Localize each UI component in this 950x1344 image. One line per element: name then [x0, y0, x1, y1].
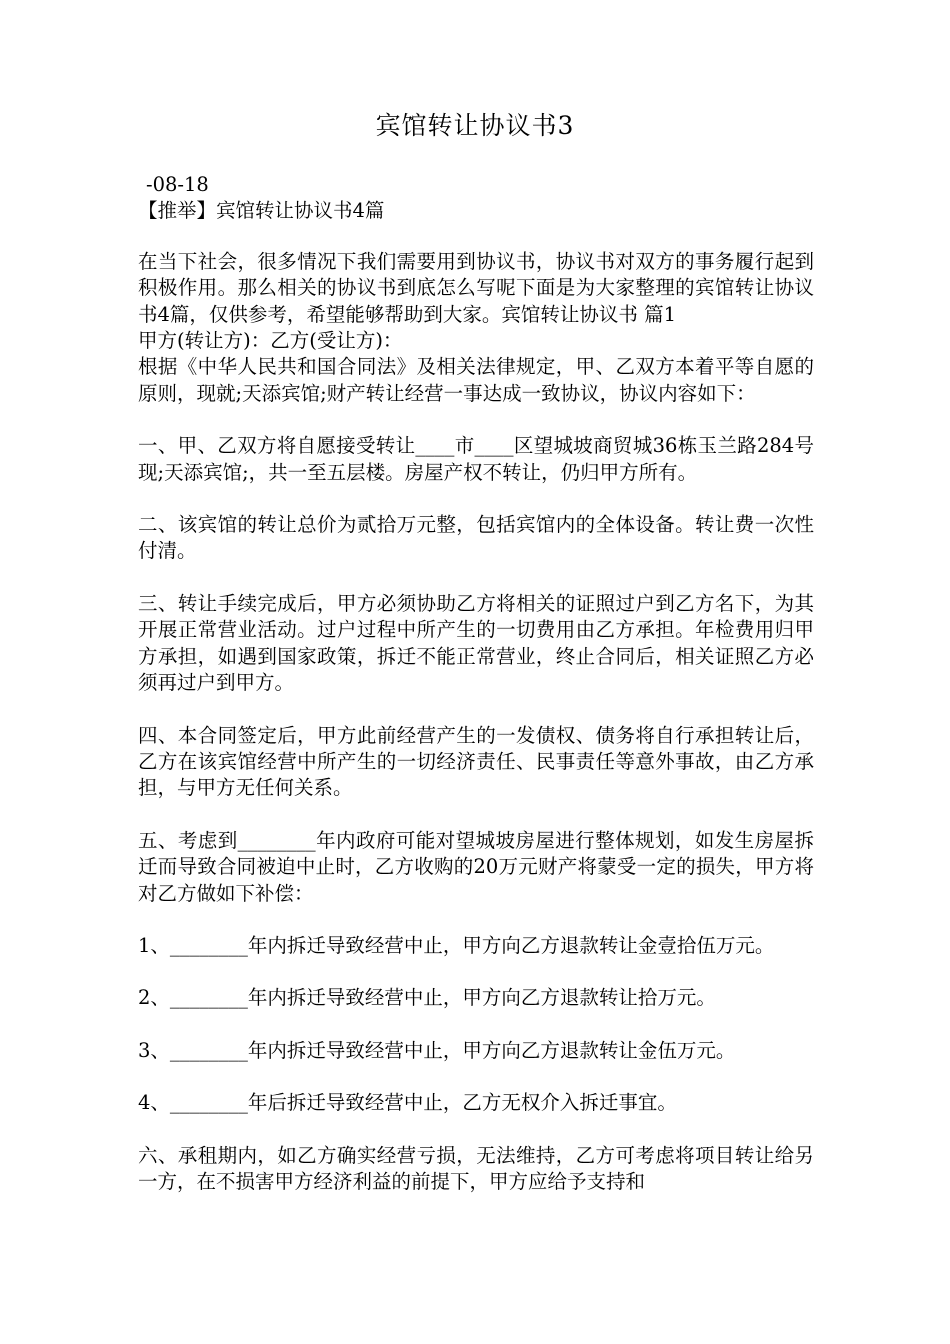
document-title: 宾馆转让协议书3 — [375, 111, 575, 140]
clause-4: 四、本合同签定后，甲方此前经营产生的一发债权、债务将自行承担转让后，乙方在该宾馆经营中所产生的一切经济责任、民事责任等意外事故，由乙方承担，与甲方无任何关系。 — [138, 723, 814, 800]
spacer — [138, 407, 814, 433]
clause-2: 二、该宾馆的转让总价为贰拾万元整，包括宾馆内的全体设备。转让费一次性付清。 — [138, 513, 814, 563]
spacer — [138, 486, 814, 512]
parties-line: 甲方(转让方)：乙方(受让方)： — [138, 329, 403, 353]
compensation-item-4: 4、________年后拆迁导致经营中止，乙方无权介入拆迁事宜。 — [138, 1091, 677, 1115]
compensation-item-2: 2、________年内拆迁导致经营中止，甲方向乙方退款转让拾万元。 — [138, 986, 716, 1010]
clause-3: 三、转让手续完成后，甲方必须协助乙方将相关的证照过户到乙方名下，为其开展正常营业活动。过户过程中所产生的一切费用由乙方承担。年检费用归甲方承担，如遇到国家政策，拆迁不能正常营业，终止合同后，相关证照乙方必须再过户到甲方。 — [138, 591, 814, 695]
document-body — [138, 172, 814, 1195]
clause-6: 六、承租期内，如乙方确实经营亏损，无法维持，乙方可考虑将项目转让给另一方，在不损害甲方经济利益的前提下，甲方应给予支持和 — [138, 1143, 814, 1193]
document-date: -08-18 — [146, 173, 209, 196]
clause-5: 五、考虑到________年内政府可能对望城坡房屋进行整体规划，如发生房屋拆迁而导致合同被迫中止时，乙方收购的20万元财产将蒙受一定的损失，甲方将对乙方做如下补偿： — [138, 828, 814, 905]
spacer — [138, 1064, 814, 1090]
spacer — [138, 225, 814, 249]
spacer — [138, 1012, 814, 1038]
basis-paragraph: 根据《中华人民共和国合同法》及相关法律规定，甲、乙双方本着平等自愿的原则，现就;天添宾馆;财产转让经营一事达成一致协议，协议内容如下： — [138, 355, 814, 405]
compensation-item-3: 3、________年内拆迁导致经营中止，甲方向乙方退款转让金伍万元。 — [138, 1038, 736, 1062]
spacer — [138, 697, 814, 723]
clause-1: 一、甲、乙双方将自愿接受转让____市____区望城坡商贸城36栋玉兰路284号现;天添宾馆;，共一至五层楼。房屋产权不转让，仍归甲方所有。 — [138, 434, 814, 484]
compensation-item-1: 1、________年内拆迁导致经营中止，甲方向乙方退款转让金壹拾伍万元。 — [138, 933, 775, 957]
spacer — [138, 959, 814, 985]
spacer — [138, 565, 814, 591]
intro-paragraph: 在当下社会，很多情况下我们需要用到协议书，协议书对双方的事务履行起到积极作用。那么相关的协议书到底怎么写呢下面是为大家整理的宾馆转让协议书4篇，仅供参考，希望能够帮助到大家。宾馆转让协议书 篇1 — [138, 249, 814, 326]
spacer — [138, 802, 814, 828]
spacer — [138, 1117, 814, 1143]
recommend-line: 【推举】宾馆转让协议书4篇 — [138, 199, 385, 223]
spacer — [138, 907, 814, 933]
